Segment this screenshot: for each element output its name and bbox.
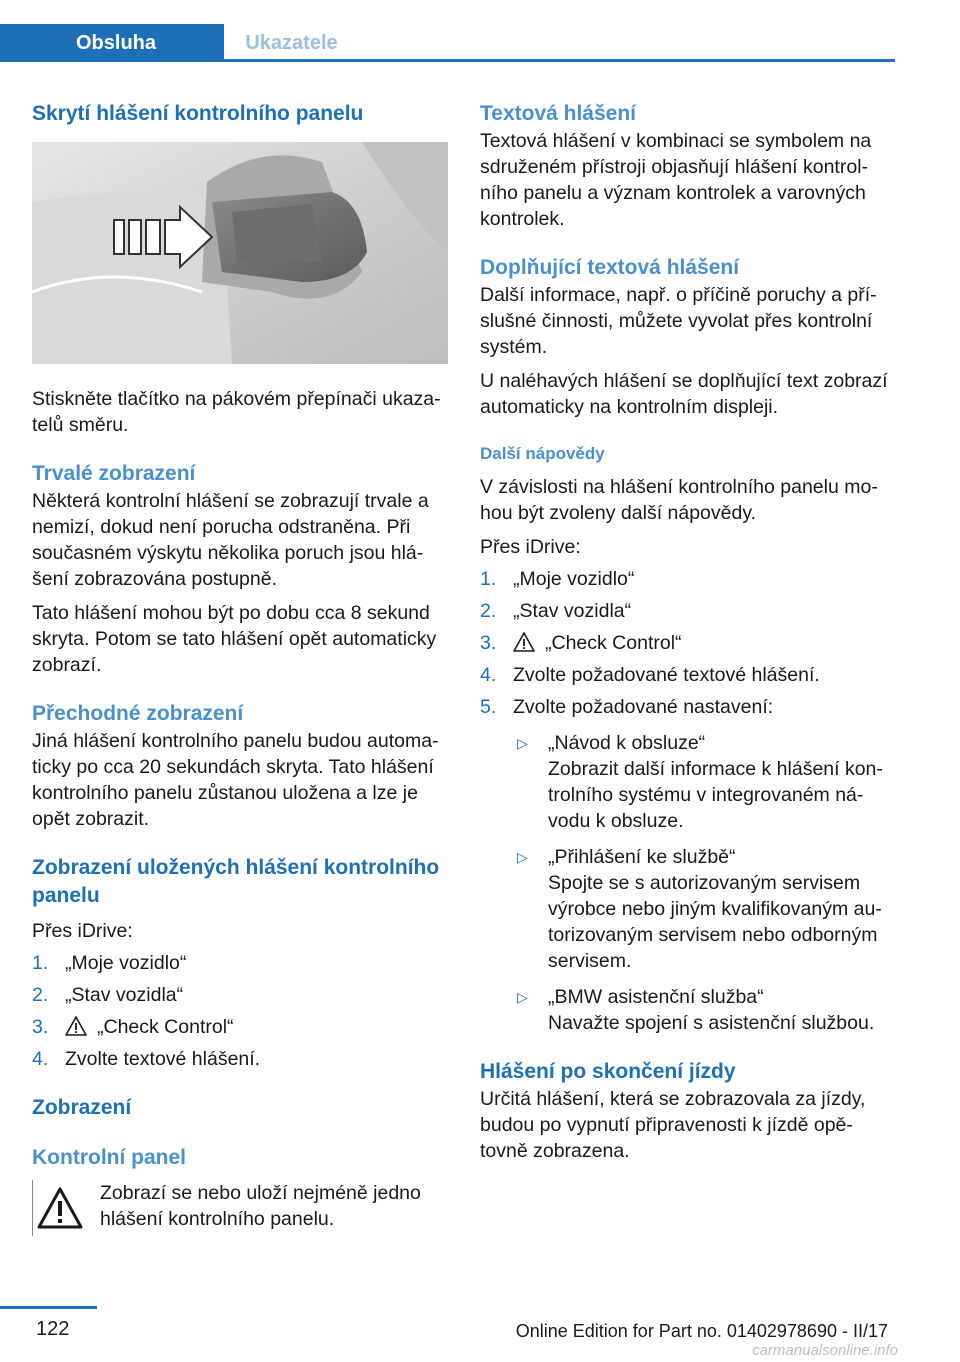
heading-hide-messages: Skrytí hlášení kontrolního panelu [32,102,364,125]
heading-after-drive: Hlášení po skončení jízdy [480,1060,736,1083]
warning-triangle-icon [513,632,535,652]
list-item: 2. „Stav vozidla“ [480,600,632,622]
heading-further-help: Další nápovědy [480,444,605,463]
heading-permanent: Trvalé zobrazení [32,462,196,485]
page-number: 122 [36,1318,70,1340]
list-item: 2. „Stav vozidla“ [32,984,184,1006]
text-via-idrive: Přes iDrive: [480,536,581,558]
left-column [32,100,452,1236]
right-column [480,100,892,1164]
list-item: 5. Zvolte požadované nastavení: ▷ „Návod k obsluze“ Zobrazit další informace k hlášení kon-trolního systému v integrovaném ná-vodu k obsluze. ▷ „Přihlášení ke službě“ Spojte se s autorizovaným servisem výrobce nebo jiným kvalifikovaným au-torizovaným servisem nebo odborným servisem. ▷ „BMW asistenční služba“ Navažte spojení s asistenční službou. [480,694,892,1036]
watermark: carmanualsonline.info [752,1342,898,1359]
lever-button-illustration [32,142,448,364]
heading-display: Zobrazení [32,1096,132,1119]
heading-text-messages: Textová hlášení [480,102,637,125]
list-item: 3. „Check Control“ [32,1016,234,1038]
heading-stored-messages: Zobrazení uložených hlášení kontrolního panelu [32,856,440,907]
sublist-item: ▷ „Přihlášení ke službě“ Spojte se s autorizovaným servisem výrobce nebo jiným kvalifikovaným au-torizovaným servisem nebo odborným servisem. [517,846,882,972]
triangle-bullet-icon: ▷ [517,849,528,865]
list-item: 4. Zvolte textové hlášení. [32,1048,261,1070]
text-permanent-2: Tato hlášení mohou být po dobu cca 8 sekund skryta. Potom se tato hlášení opět automaticky zobrazí. [32,602,437,676]
text-extra-2: U naléhavých hlášení se doplňující text zobrazí automaticky na kontrolním displeji. [480,370,888,418]
triangle-bullet-icon: ▷ [517,735,528,751]
tab-ukazatele[interactable]: Ukazatele [245,31,338,54]
warning-triangle-icon [37,1187,83,1229]
triangle-bullet-icon: ▷ [517,989,528,1005]
text-press-button: Stiskněte tlačítko na pákovém přepínači ukaza-telů směru. [32,388,441,436]
text-extra-1: Další informace, např. o příčině poruchy a pří-slušné činnosti, můžete vyvolat přes kontrolní systém. [480,284,877,358]
warning-note [32,1180,452,1236]
sublist-item: ▷ „BMW asistenční služba“ Navažte spojení s asistenční službou. [517,986,875,1034]
warning-box [32,1180,86,1236]
tab-underline [224,59,895,62]
list-item: 1. „Moje vozidlo“ [32,952,187,974]
list-item: 4. Zvolte požadované textové hlášení. [480,664,820,686]
text-permanent-1: Některá kontrolní hlášení se zobrazují trvale a nemizí, dokud není porucha odstraněna. Při současném výskytu několika poruch jsou hlá-šení zobrazována postupně. [32,490,429,590]
warning-triangle-icon [65,1016,87,1036]
heading-control-panel: Kontrolní panel [32,1146,186,1169]
tab-obsluha[interactable]: Obsluha [0,24,224,62]
text-further-help: V závislosti na hlášení kontrolního panelu mo-hou být zvoleny další nápovědy. [480,476,878,524]
heading-transient: Přechodné zobrazení [32,702,244,725]
left-steps-list [32,950,452,1072]
sublist-item: ▷ „Návod k obsluze“ Zobrazit další informace k hlášení kon-trolního systému v integrovaném ná-vodu k obsluze. [517,732,883,832]
footer-line [0,1306,97,1309]
text-text-messages: Textová hlášení v kombinaci se symbolem na sdruženém přístroji objasňují hlášení kontrol-ního panelu a význam kontrolek a varovných kontrolek. [480,130,872,230]
text-transient: Jiná hlášení kontrolního panelu budou automa-ticky po cca 20 sekundách skryta. Tato hlášení kontrolního panelu zůstanou uložena a lze je opět zobrazit. [32,730,439,830]
heading-extra-text: Doplňující textová hlášení [480,256,740,279]
text-after-drive: Určitá hlášení, která se zobrazovala za jízdy, budou po vypnutí připravenosti k jízdě opě-tovně zobrazena. [480,1088,866,1162]
header-tabs [0,24,895,62]
settings-sublist [513,730,892,1036]
list-item: 1. „Moje vozidlo“ [480,568,635,590]
footer-edition: Online Edition for Part no. 01402978690 - II/17 [515,1321,888,1341]
lever-illustration-svg [32,142,448,364]
right-steps-list [480,566,892,1036]
list-item: 3. „Check Control“ [480,632,682,654]
text-via-idrive: Přes iDrive: [32,920,133,942]
text-control-panel: Zobrazí se nebo uloží nejméně jedno hlášení kontrolního panelu. [100,1182,421,1230]
